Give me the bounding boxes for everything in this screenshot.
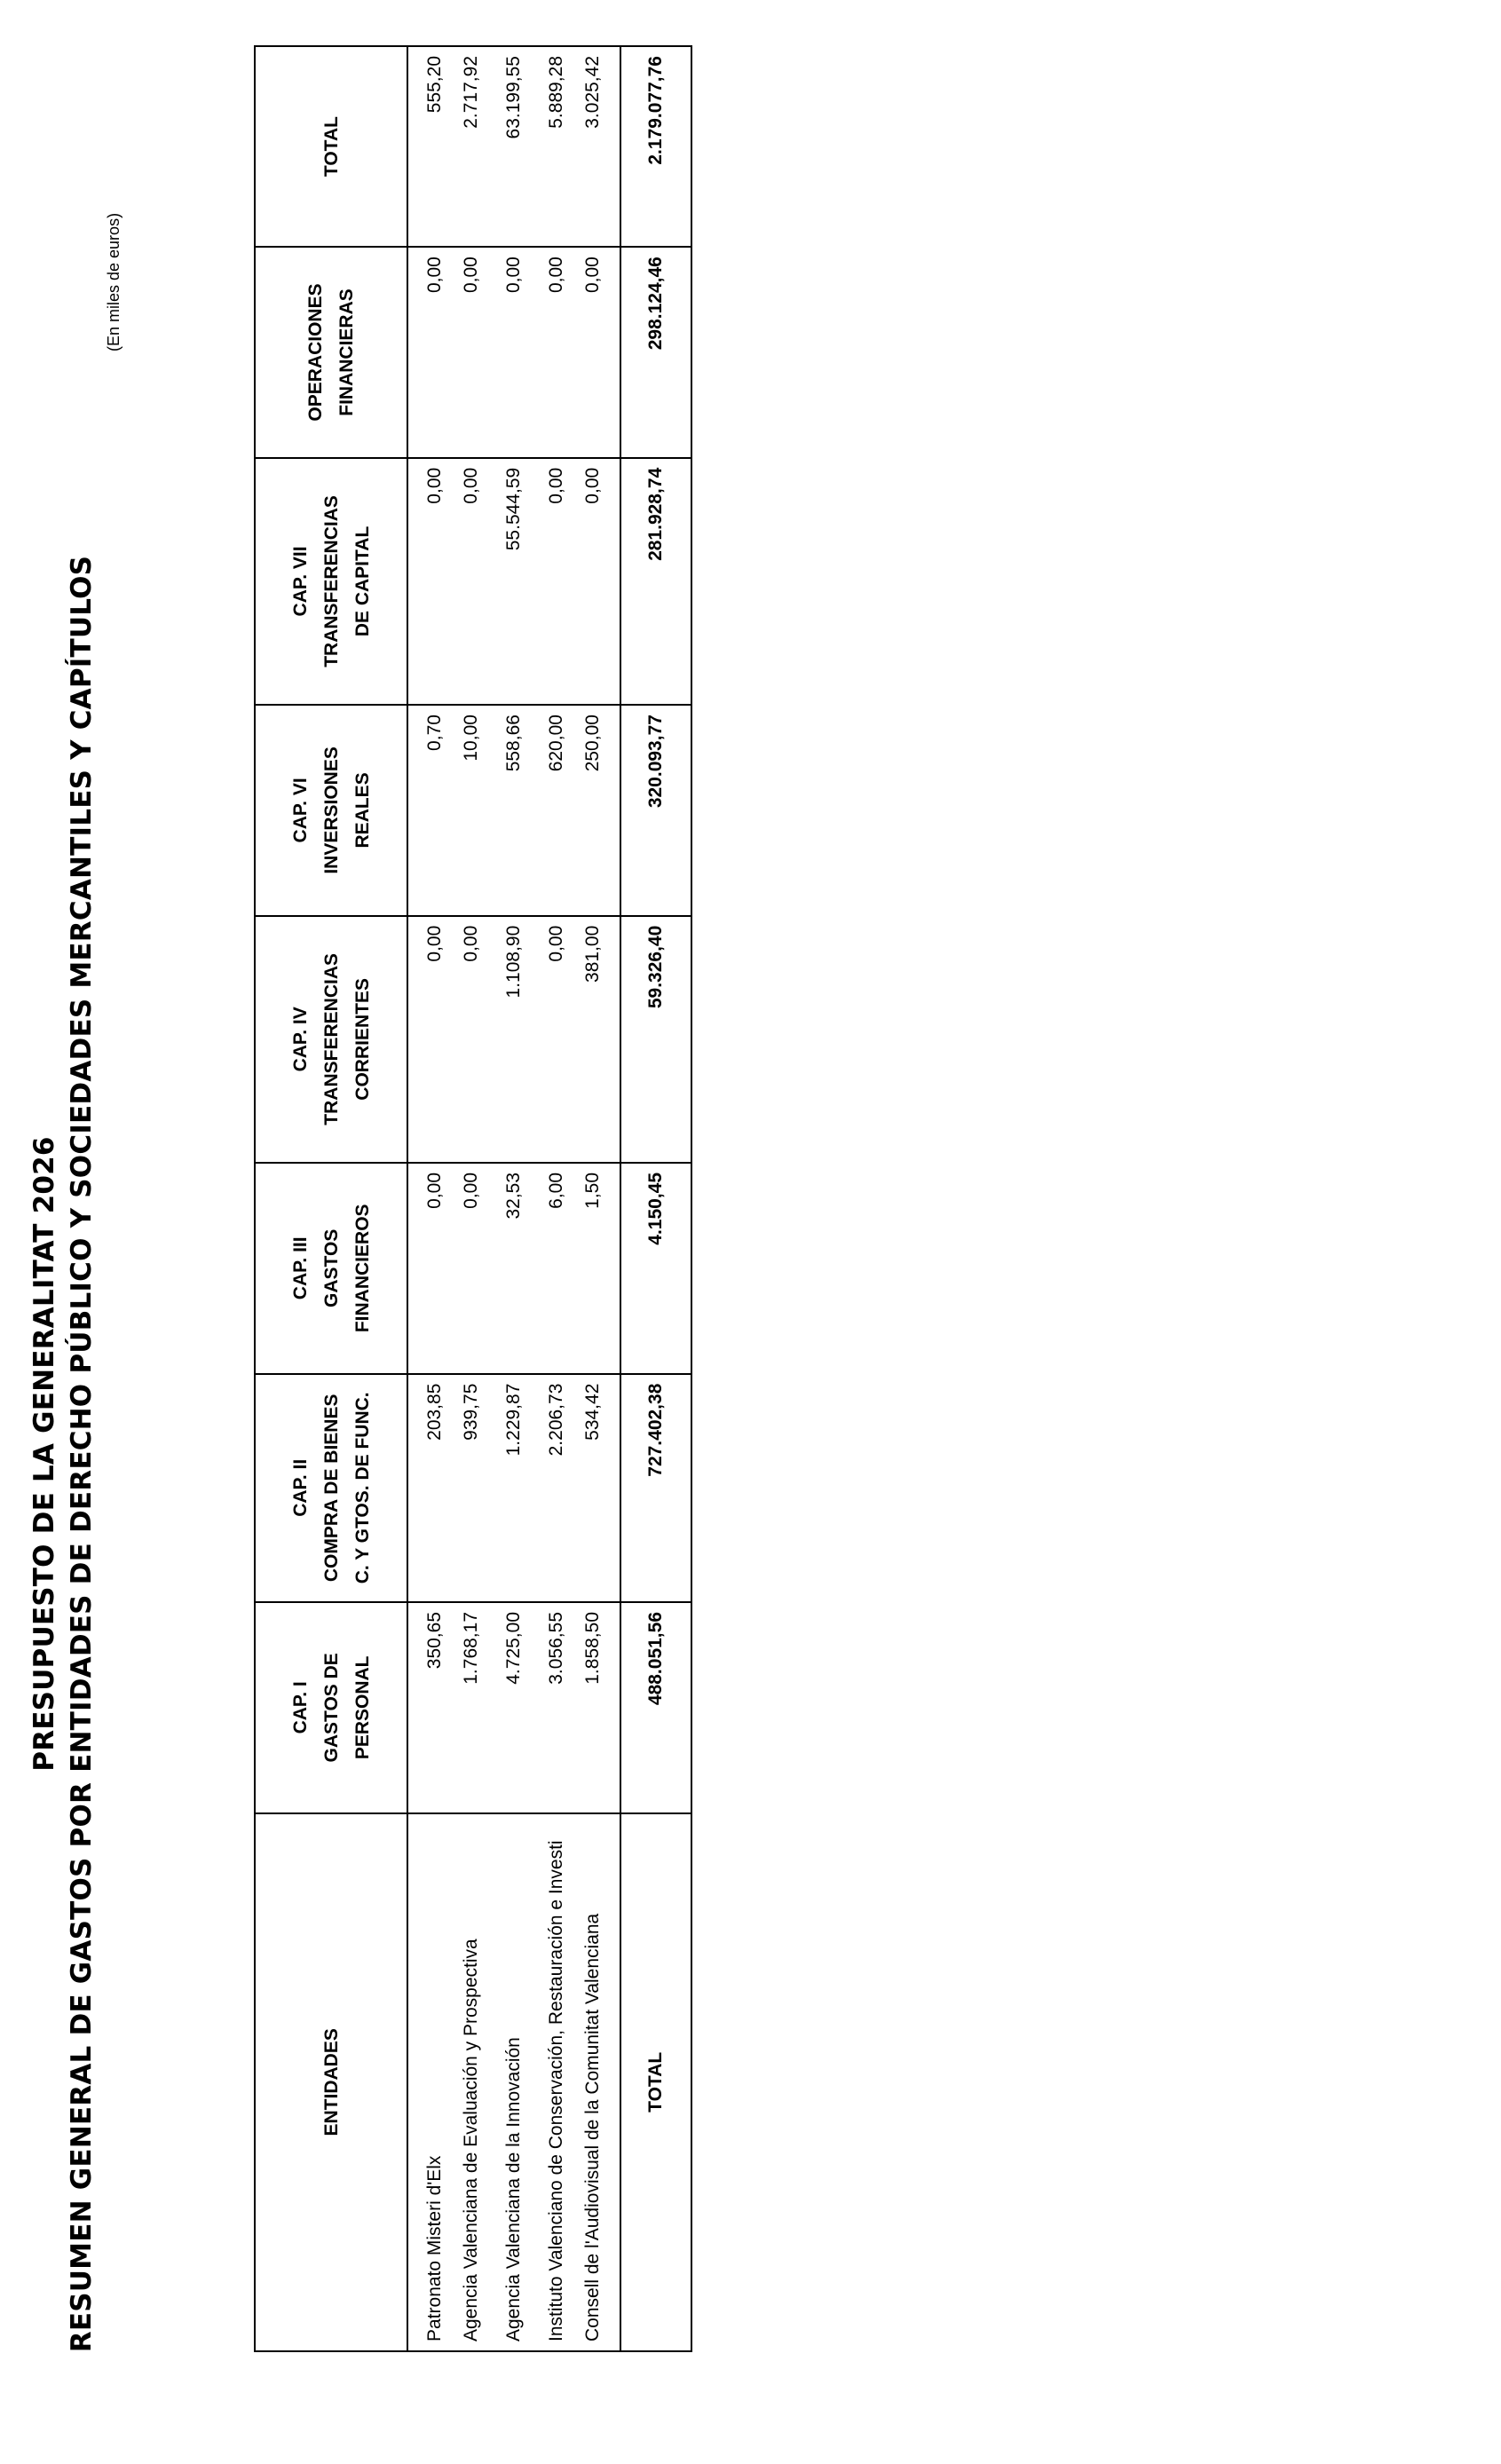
table-body: [407, 46, 620, 2351]
amount-cell: 3.025,42: [578, 46, 620, 247]
amount-cell: 0,00: [493, 247, 535, 458]
amount-cell: 939,75: [450, 1374, 493, 1602]
units-note: (En miles de euros): [105, 212, 122, 351]
amount-cell: 0,00: [407, 916, 450, 1163]
column-header-line: REALES: [352, 772, 373, 849]
column-header-line: OPERACIONES: [305, 283, 326, 422]
column-header-line: CAP. II: [289, 1458, 311, 1517]
column-header-line: TRANSFERENCIAS: [320, 495, 342, 667]
amount-cell: 0,00: [450, 916, 493, 1163]
column-header-line: CORRIENTES: [352, 978, 373, 1101]
amount-cell: 1,50: [578, 1163, 620, 1374]
total-amount-cell: 727.402,38: [620, 1374, 691, 1602]
entity-name-cell: Consell de l'Audiovisual de la Comunitat Valenciana: [578, 1813, 620, 2351]
amount-cell: 3.056,55: [535, 1602, 578, 1813]
amount-cell: 1.229,87: [493, 1374, 535, 1602]
table-row: [450, 46, 493, 2351]
amount-cell: 6,00: [535, 1163, 578, 1374]
total-amount-cell: 59.326,40: [620, 916, 691, 1163]
amount-cell: 0,00: [535, 247, 578, 458]
amount-cell: 534,42: [578, 1374, 620, 1602]
entity-name-cell: Agencia Valenciana de Evaluación y Prospectiva: [450, 1813, 493, 2351]
total-amount-cell: 488.051,56: [620, 1602, 691, 1813]
amount-cell: 0,70: [407, 705, 450, 916]
entity-name-cell: Instituto Valenciano de Conservación, Restauración e Investi: [535, 1813, 578, 2351]
column-header-line: TOTAL: [320, 116, 342, 178]
amount-cell: 63.199,55: [493, 46, 535, 247]
column-header: [255, 247, 407, 458]
table-row: [407, 46, 450, 2351]
amount-cell: 4.725,00: [493, 1602, 535, 1813]
total-label-cell: TOTAL: [620, 1813, 691, 2351]
document-title: PRESUPUESTO DE LA GENERALITAT 2026: [28, 1136, 60, 1772]
column-header: [255, 46, 407, 247]
amount-cell: 5.889,28: [535, 46, 578, 247]
amount-cell: 0,00: [450, 1163, 493, 1374]
amount-cell: 0,00: [578, 247, 620, 458]
column-header-line: ENTIDADES: [320, 2028, 342, 2136]
table-header: [255, 46, 407, 2351]
table-row: [578, 46, 620, 2351]
amount-cell: 350,65: [407, 1602, 450, 1813]
amount-cell: 250,00: [578, 705, 620, 916]
header-row: [255, 46, 407, 2351]
column-header: [255, 1602, 407, 1813]
amount-cell: 381,00: [578, 916, 620, 1163]
document-subtitle: RESUMEN GENERAL DE GASTOS POR ENTIDADES DE DERECHO PÚBLICO Y SOCIEDADES MERCANTILES Y CAPÍTULOS: [66, 555, 98, 2353]
column-header-line: PERSONAL: [352, 1655, 373, 1760]
column-header-line: CAP. I: [289, 1681, 311, 1734]
amount-cell: 558,66: [493, 705, 535, 916]
column-header-line: TRANSFERENCIAS: [320, 953, 342, 1125]
amount-cell: 620,00: [535, 705, 578, 916]
column-header: [255, 1163, 407, 1374]
amount-cell: 0,00: [450, 247, 493, 458]
column-header-line: GASTOS DE: [320, 1653, 342, 1763]
column-header-line: CAP. III: [289, 1236, 311, 1300]
amount-cell: 0,00: [407, 247, 450, 458]
amount-cell: 0,00: [535, 458, 578, 705]
total-amount-cell: 298.124,46: [620, 247, 691, 458]
amount-cell: 0,00: [450, 458, 493, 705]
entity-name-cell: Agencia Valenciana de la Innovación: [493, 1813, 535, 2351]
amount-cell: 0,00: [578, 458, 620, 705]
column-header-line: FINANCIEROS: [352, 1204, 373, 1333]
column-header-line: INVERSIONES: [320, 746, 342, 874]
amount-cell: 2.206,73: [535, 1374, 578, 1602]
budget-table: [254, 45, 692, 2352]
column-header-line: FINANCIERAS: [336, 288, 357, 416]
amount-cell: 0,00: [535, 916, 578, 1163]
amount-cell: 1.768,17: [450, 1602, 493, 1813]
column-header-line: CAP. VI: [289, 778, 311, 843]
column-header-line: COMPRA DE BIENES: [320, 1394, 342, 1583]
column-header-line: GASTOS: [320, 1228, 342, 1307]
total-amount-cell: 281.928,74: [620, 458, 691, 705]
amount-cell: 1.858,50: [578, 1602, 620, 1813]
amount-cell: 0,00: [407, 458, 450, 705]
column-header: [255, 458, 407, 705]
column-header: [255, 1813, 407, 2351]
column-header: [255, 1374, 407, 1602]
total-amount-cell: 2.179.077,76: [620, 46, 691, 247]
column-header: [255, 916, 407, 1163]
amount-cell: 10,00: [450, 705, 493, 916]
column-header-line: CAP. VII: [289, 546, 311, 617]
amount-cell: 203,85: [407, 1374, 450, 1602]
amount-cell: 1.108,90: [493, 916, 535, 1163]
table-row: [493, 46, 535, 2351]
amount-cell: 0,00: [407, 1163, 450, 1374]
amount-cell: 32,53: [493, 1163, 535, 1374]
column-header-line: DE CAPITAL: [352, 525, 373, 637]
total-amount-cell: 4.150,45: [620, 1163, 691, 1374]
amount-cell: 555,20: [407, 46, 450, 247]
amount-cell: 55.544,59: [493, 458, 535, 705]
table-footer: [620, 46, 691, 2351]
amount-cell: 2.717,92: [450, 46, 493, 247]
column-header-line: C. Y GTOS. DE FUNC.: [352, 1392, 373, 1584]
total-row: [620, 46, 691, 2351]
total-amount-cell: 320.093,77: [620, 705, 691, 916]
entity-name-cell: Patronato Misteri d'Elx: [407, 1813, 450, 2351]
table-row: [535, 46, 578, 2351]
column-header-line: CAP. IV: [289, 1007, 311, 1072]
column-header: [255, 705, 407, 916]
